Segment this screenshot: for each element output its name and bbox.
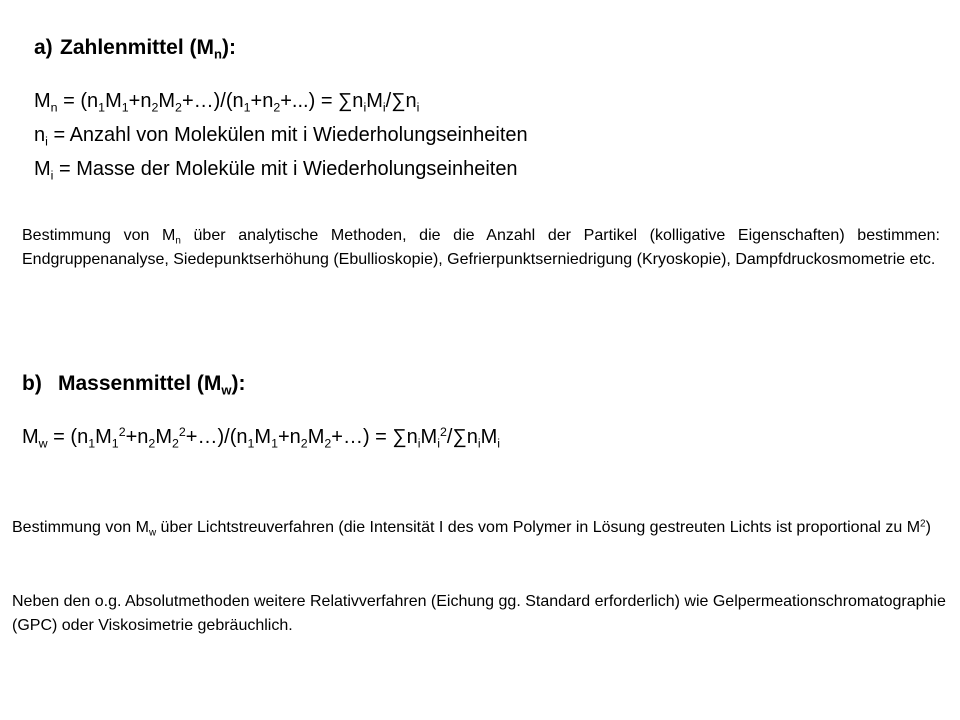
paragraph-mn-text: über analytische Methoden, die die Anzahl der Partikel (kolligative Eigenschaften) bestimmen: Endgruppenanalyse, Siedepunktserhöhung (Ebullioskopie), Gefrierpunktserniedrigung (Kryoskopie), Dampfdruckosmometrie etc.: [22, 227, 941, 268]
heading-a-title: Zahlenmittel: [60, 36, 184, 59]
formula-a-sub: 1: [243, 100, 251, 115]
formula-b-sup: 2: [178, 425, 186, 440]
formula-a-part: +n: [250, 90, 274, 112]
formula-a-sub: i: [416, 100, 420, 115]
formula-b-sub: 1: [271, 436, 278, 451]
formula-a-sub: i: [382, 100, 386, 115]
paragraph-mn-sub: n: [175, 235, 181, 247]
formula-b-part: M: [95, 426, 112, 448]
formula-b-sub: 1: [247, 436, 255, 451]
formula-b-part: M: [254, 426, 272, 448]
formula-b-sub: 2: [171, 436, 179, 451]
formula-b-part: = (n: [47, 426, 89, 448]
paragraph-mw-sup: 2: [920, 518, 926, 530]
heading-section-b: b) Massenmittel $(M_w)$:: [22, 372, 246, 398]
definition-mi-sub: i: [50, 168, 54, 183]
formula-a-part: M: [366, 90, 383, 112]
formula-a-part: = (n: [57, 90, 99, 112]
paragraph-mn-methods: [22, 224, 940, 272]
formula-b-sub: i: [477, 436, 481, 451]
formula-a-part: M: [158, 90, 176, 112]
formula-a-sub: i: [363, 100, 367, 115]
formula-b-part: +…) = ∑n: [331, 426, 418, 448]
paragraph-relative-methods: [12, 590, 947, 638]
formula-b-part: M: [480, 426, 498, 448]
formula-b-part: /∑n: [446, 426, 478, 448]
paragraph-relative-text: Neben den o.g. Absolutmethoden weitere Relativverfahren (Eichung gg. Standard erforderlich) wie Gelpermeationschromatographie (GPC) oder Viskosimetrie gebräuchlich.: [12, 593, 946, 634]
heading-a-symbol: M: [196, 36, 215, 59]
paragraph-mw-lead: Bestimmung von M: [12, 519, 149, 536]
definition-ni: [34, 124, 528, 147]
formula-weight-average: [22, 426, 500, 449]
formula-b-sub: 2: [324, 436, 332, 451]
definition-mi-text: = Masse der Moleküle mit i Wiederholungseinheiten: [53, 158, 518, 180]
formula-b-part: M: [307, 426, 325, 448]
formula-a-sub: 1: [121, 100, 129, 115]
definition-ni-text: = Anzahl von Molekülen mit i Wiederholungseinheiten: [47, 124, 528, 146]
paragraph-mw-method: [12, 516, 942, 540]
formula-a-sub: 2: [273, 100, 281, 115]
formula-b-sub: 2: [300, 436, 308, 451]
formula-b-part: M: [420, 426, 438, 448]
formula-b-sup: 2: [118, 425, 126, 440]
heading-a-letter: a): [34, 36, 53, 59]
formula-a-part: /∑n: [385, 90, 417, 112]
formula-b-part: +n: [277, 426, 301, 448]
formula-b-sub: 2: [148, 436, 156, 451]
definition-mi: [34, 158, 518, 181]
formula-b-sup: 2: [439, 425, 447, 440]
formula-b-sub: i: [437, 436, 440, 451]
paragraph-mn-lead: Bestimmung von M: [22, 227, 176, 244]
definition-ni-symbol: n: [34, 124, 46, 146]
heading-a-symbol-sub: n: [214, 46, 222, 62]
formula-a-part: +...) = ∑n: [280, 90, 364, 112]
formula-b-sub: 1: [111, 436, 119, 451]
heading-b-symbol-sub: w: [221, 382, 232, 398]
formula-a-sub: n: [50, 100, 58, 115]
formula-b-sub: i: [497, 436, 501, 451]
formula-b-part: M: [155, 426, 172, 448]
heading-b-title: Massenmittel: [58, 372, 192, 395]
definition-mi-symbol: M: [34, 158, 51, 180]
heading-b-symbol: M: [203, 372, 222, 395]
heading-b-letter: b): [22, 372, 42, 395]
paragraph-mw-text: über Lichtstreuverfahren (die Intensität I des vom Polymer in Lösung gestreuten Lichts ist proportional zu M: [156, 519, 921, 536]
paragraph-mw-sub: w: [148, 527, 157, 539]
formula-a-sub: 2: [151, 100, 159, 115]
formula-a-sub: 2: [175, 100, 182, 115]
formula-a-part: M: [105, 90, 122, 112]
formula-b-sub: i: [417, 436, 421, 451]
formula-a-part: +n: [128, 90, 152, 112]
formula-a-sub: 1: [98, 100, 106, 115]
definition-ni-sub: i: [45, 134, 48, 149]
formula-b-sub: 1: [88, 436, 96, 451]
paragraph-mw-end: ): [925, 519, 931, 536]
heading-section-a: a) Zahlenmittel $(M_n)$:: [34, 36, 236, 62]
formula-number-average: [34, 90, 419, 113]
formula-b-sub: w: [38, 436, 48, 451]
formula-a-part: +…)/(n: [181, 90, 244, 112]
formula-a-part: M: [34, 90, 51, 112]
formula-b-part: M: [22, 426, 39, 448]
formula-b-part: +…)/(n: [185, 426, 248, 448]
formula-b-part: +n: [125, 426, 149, 448]
